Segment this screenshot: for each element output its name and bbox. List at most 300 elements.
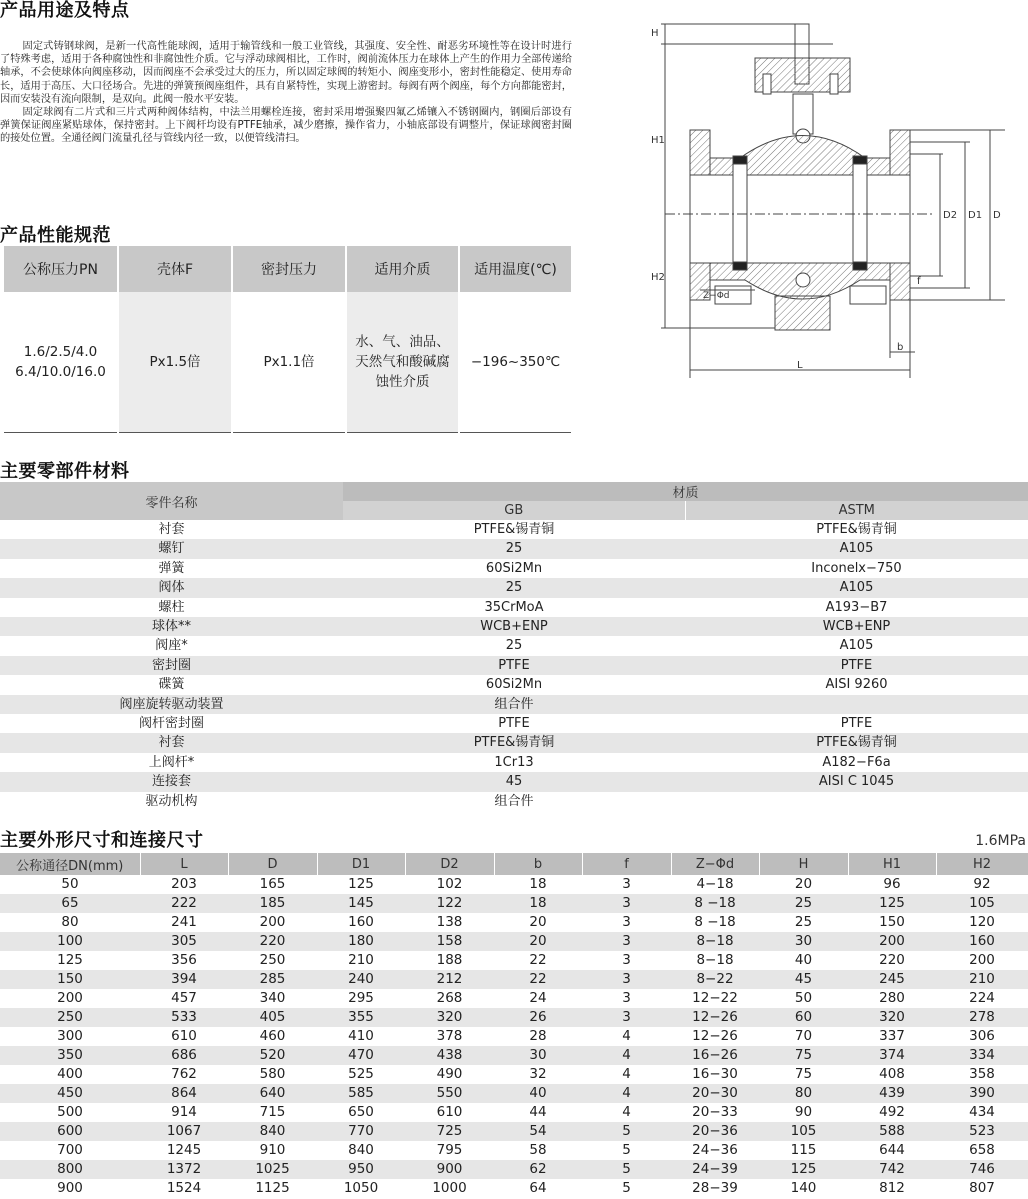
dims-cell: 4 <box>622 1028 631 1044</box>
dims-header-cell: H2 <box>936 853 1028 875</box>
table-row <box>0 1084 1028 1103</box>
materials-cell-astm: Inconelx−750 <box>811 560 902 576</box>
table-row <box>0 1027 1028 1046</box>
dims-cell: 32 <box>529 1066 547 1082</box>
dims-cell: 770 <box>317 1122 405 1141</box>
dims-cell: 610 <box>171 1028 197 1044</box>
dims-cell: 4 <box>582 1084 671 1103</box>
spec-header-shell: 壳体F <box>118 246 232 292</box>
dims-cell: 160 <box>936 932 1028 951</box>
dims-cell: 700 <box>57 1142 83 1158</box>
dims-cell: 410 <box>348 1028 374 1044</box>
dims-cell: 50 <box>794 990 813 1006</box>
materials-cell-gb: 25 <box>343 539 685 558</box>
materials-cell-astm: WCB+ENP <box>685 617 1028 636</box>
spec-header-medium: 适用介质 <box>346 246 459 292</box>
dims-cell: 320 <box>405 1008 494 1027</box>
table-row <box>0 1065 1028 1084</box>
dims-cell: 1125 <box>255 1180 290 1196</box>
dims-cell: 500 <box>57 1104 83 1120</box>
pressure-unit: 1.6MPa <box>975 833 1026 849</box>
dims-cell: 212 <box>405 970 494 989</box>
table-row <box>0 753 1028 772</box>
features-paragraph-2: 固定球阀有二片式和三片式两种阀体结构，中法兰用螺栓连接，密封采用增强聚四氟乙烯镶入不锈钢圈内，钢圈后部设有弹簧保证阀座紧贴球体，保持密封。上下阀杆均设有PTFE轴承，减少磨擦，操作省力，小轴底部设有调整片，保证球阀密封圈的接处位置。全通径阀门流量孔径与管线内径一致，以便管线清扫。 <box>0 107 572 145</box>
dims-cell: 5 <box>582 1160 671 1179</box>
dims-cell: 807 <box>969 1180 995 1196</box>
dims-cell: 3 <box>622 876 631 892</box>
dims-cell: 438 <box>405 1046 494 1065</box>
dims-cell: 742 <box>848 1160 936 1179</box>
dims-cell: 20−30 <box>671 1084 759 1103</box>
spec-header-temperature: 适用温度(℃) <box>459 246 572 292</box>
materials-cell-name: 弹簧 <box>158 560 185 576</box>
materials-cell-name: 球体** <box>0 617 343 636</box>
dims-cell: 250 <box>0 1008 140 1027</box>
dims-cell: 1372 <box>140 1160 228 1179</box>
dims-cell: 22 <box>494 970 582 989</box>
table-row <box>0 792 1028 811</box>
dims-cell: 910 <box>259 1142 286 1158</box>
dims-cell: 25 <box>759 894 848 913</box>
dims-cell: 24−39 <box>671 1160 759 1179</box>
spec-pressure <box>4 292 118 433</box>
dims-cell: 8−18 <box>696 952 734 968</box>
materials-cell-astm: A193−B7 <box>825 599 888 615</box>
dims-cell: 390 <box>936 1084 1028 1103</box>
dims-header-cell: D <box>228 853 317 875</box>
dims-cell: 3 <box>582 932 671 951</box>
dims-cell: 3 <box>582 970 671 989</box>
spec-medium <box>346 292 459 433</box>
dims-cell: 28 <box>529 1028 547 1044</box>
dims-cell: 550 <box>405 1084 494 1103</box>
features-text <box>0 40 572 146</box>
dims-header-cell: f <box>582 853 671 875</box>
dims-cell: 16−30 <box>692 1066 738 1082</box>
dims-cell: 64 <box>529 1180 547 1196</box>
dims-cell: 1000 <box>432 1180 467 1196</box>
dims-cell: 20 <box>529 914 547 930</box>
dims-cell: 725 <box>405 1122 494 1141</box>
dims-cell: 158 <box>405 932 494 951</box>
dims-cell: 3 <box>622 914 631 930</box>
dims-cell: 408 <box>879 1066 905 1082</box>
materials-header-material: 材质 <box>343 482 1028 501</box>
spec-medium-3: 蚀性介质 <box>375 374 430 390</box>
dims-cell: 26 <box>494 1008 582 1027</box>
spec-header-seal: 密封压力 <box>232 246 346 292</box>
dims-cell: 306 <box>969 1028 995 1044</box>
dims-cell: 525 <box>348 1066 374 1082</box>
dims-cell: 20 <box>494 932 582 951</box>
table-row <box>0 578 1028 597</box>
dims-cell: 4−18 <box>696 876 734 892</box>
spec-table <box>4 246 573 433</box>
materials-cell-astm: PTFE <box>685 656 1028 675</box>
dims-cell: 840 <box>228 1122 317 1141</box>
valve-section-drawing <box>645 18 1015 380</box>
dims-cell: 378 <box>436 1028 463 1044</box>
materials-header-part: 零件名称 <box>0 482 343 520</box>
dims-cell: 900 <box>57 1180 83 1196</box>
dims-cell: 16−26 <box>671 1046 759 1065</box>
dims-cell: 90 <box>794 1104 813 1120</box>
dims-cell: 268 <box>436 990 463 1006</box>
dims-cell: 150 <box>0 970 140 989</box>
dims-cell: 120 <box>969 914 995 930</box>
dims-cell: 3 <box>622 990 631 1006</box>
table-row <box>0 539 1028 558</box>
dims-cell: 220 <box>879 952 905 968</box>
dims-cell: 160 <box>348 914 374 930</box>
materials-cell-gb: 60Si2Mn <box>485 560 543 576</box>
materials-cell-astm: A105 <box>685 578 1028 597</box>
materials-cell-astm: AISI 9260 <box>825 677 888 693</box>
dims-cell: 8 −18 <box>694 914 736 930</box>
materials-cell-name: 阀杆密封圈 <box>138 716 204 732</box>
dims-cell: 54 <box>494 1122 582 1141</box>
table-row <box>0 1160 1028 1179</box>
dims-cell: 12−26 <box>671 1008 759 1027</box>
dims-cell: 400 <box>57 1066 83 1082</box>
dims-cell: 1067 <box>140 1122 228 1141</box>
dims-cell: 125 <box>848 894 936 913</box>
dims-cell: 245 <box>848 970 936 989</box>
dims-cell: 100 <box>0 932 140 951</box>
dims-cell: 600 <box>0 1122 140 1141</box>
dims-cell: 210 <box>348 952 374 968</box>
table-row <box>0 714 1028 733</box>
dims-cell: 1050 <box>343 1180 379 1196</box>
materials-header-astm: ASTM <box>685 501 1028 520</box>
dims-cell: 8 −18 <box>671 894 759 913</box>
materials-cell-name: 阀体 <box>0 578 343 597</box>
dims-cell: 1245 <box>166 1142 202 1158</box>
dims-cell: 8−18 <box>671 932 759 951</box>
table-row <box>0 772 1028 791</box>
table-row <box>0 675 1028 694</box>
materials-cell-gb: 25 <box>505 638 523 654</box>
dims-cell: 200 <box>969 952 995 968</box>
table-row <box>0 520 1028 539</box>
dims-cell: 200 <box>848 932 936 951</box>
dims-cell: 340 <box>259 990 286 1006</box>
dims-cell: 12−26 <box>692 1028 738 1044</box>
table-row <box>0 559 1028 578</box>
spec-medium-2: 天然气和酸碱腐 <box>355 354 450 370</box>
spec-header-row <box>4 246 572 292</box>
dims-cell: 185 <box>228 894 317 913</box>
dims-header-cell: Z−Φd <box>671 853 759 875</box>
dims-header-cell: 公称通径DN(mm) <box>0 853 140 875</box>
dims-cell: 75 <box>794 1066 813 1082</box>
dims-cell: 610 <box>436 1104 463 1120</box>
label-b: b <box>897 342 904 353</box>
materials-cell-name: 阀座旋转驱动装置 <box>0 695 343 714</box>
dims-cell: 405 <box>228 1008 317 1027</box>
spec-pressure-1: 1.6/2.5/4.0 <box>23 344 98 360</box>
materials-cell-astm: A105 <box>839 638 874 654</box>
dims-cell: 50 <box>61 876 79 892</box>
dims-cell: 188 <box>436 952 463 968</box>
dims-cell: 900 <box>405 1160 494 1179</box>
materials-cell-astm: PTFE <box>840 716 873 732</box>
dims-cell: 250 <box>259 952 286 968</box>
table-row <box>0 598 1028 617</box>
label-h2: H2 <box>651 272 665 283</box>
dims-cell: 200 <box>57 990 83 1006</box>
dims-cell: 914 <box>171 1104 197 1120</box>
dims-cell: 492 <box>879 1104 905 1120</box>
dims-header-cell: H <box>759 853 848 875</box>
materials-cell-name: 阀座* <box>155 638 188 654</box>
dims-cell: 278 <box>936 1008 1028 1027</box>
dims-cell: 640 <box>228 1084 317 1103</box>
dims-cell: 800 <box>0 1160 140 1179</box>
dims-cell: 60 <box>759 1008 848 1027</box>
dims-cell: 92 <box>973 876 991 892</box>
dims-cell: 644 <box>879 1142 905 1158</box>
dims-cell: 30 <box>494 1046 582 1065</box>
materials-cell-name: 连接套 <box>0 772 343 791</box>
dims-cell: 222 <box>140 894 228 913</box>
dims-cell: 241 <box>171 914 197 930</box>
table-row <box>0 970 1028 989</box>
dims-cell: 240 <box>317 970 405 989</box>
spec-header-pressure: 公称压力PN <box>4 246 118 292</box>
table-row <box>0 1179 1028 1198</box>
dims-cell: 5 <box>622 1142 631 1158</box>
dims-cell: 580 <box>259 1066 286 1082</box>
label-d2: D2 <box>943 210 958 221</box>
dims-title: 主要外形尺寸和连接尺寸 <box>0 830 204 851</box>
dims-cell: 145 <box>317 894 405 913</box>
dims-cell: 285 <box>228 970 317 989</box>
dims-cell: 355 <box>317 1008 405 1027</box>
dims-cell: 180 <box>317 932 405 951</box>
dims-cell: 533 <box>140 1008 228 1027</box>
dims-cell: 686 <box>140 1046 228 1065</box>
dims-cell: 102 <box>436 876 463 892</box>
dims-cell: 8−22 <box>671 970 759 989</box>
materials-cell-name: 上阀杆* <box>148 754 195 770</box>
table-row <box>0 1122 1028 1141</box>
dims-cell: 746 <box>936 1160 1028 1179</box>
dims-cell: 40 <box>794 952 813 968</box>
dims-cell: 105 <box>936 894 1028 913</box>
dims-cell: 138 <box>436 914 463 930</box>
features-paragraph-1: 固定式铸钢球阀，是新一代高性能球阀，适用于输管线和一般工业管线，其强度、安全性、耐恶劣环境性等在设计时进行了特殊考虑，适用于各种腐蚀性和非腐蚀性介质。它与浮动球阀相比，工作时，阀前流体压力在球体上产生的作用力全部传递给轴承，不会使球体向阀座移动，因而阀座不会承受过大的压力，所以固定球阀的转矩小、阀座变形小，密封性能稳定、使用寿命长，适用于高压、大口径场合。先进的弹簧预阀座组件，具有自紧特性，实现上游密封。每阀有两个阀座，每个方向都能密封，因而安装没有流向限制，是双向。此阀一般水平安装。 <box>0 41 572 105</box>
materials-table <box>0 482 1028 811</box>
dims-header-cell: D1 <box>317 853 405 875</box>
materials-cell-astm <box>685 792 1028 811</box>
dims-cell: 1524 <box>166 1180 202 1196</box>
materials-cell-gb: PTFE <box>498 716 530 732</box>
materials-cell-name: 驱动机构 <box>145 793 198 809</box>
dims-cell: 350 <box>0 1046 140 1065</box>
dims-cell: 12−22 <box>692 990 738 1006</box>
table-row <box>0 875 1028 894</box>
dims-cell: 356 <box>171 952 197 968</box>
spec-value-row <box>4 292 572 433</box>
spec-pressure-2: 6.4/10.0/16.0 <box>15 364 106 380</box>
dims-cell: 864 <box>140 1084 228 1103</box>
dims-header-cell: H1 <box>848 853 936 875</box>
dims-cell: 62 <box>494 1160 582 1179</box>
materials-cell-name: 衬套 <box>0 733 343 752</box>
dims-cell: 20 <box>794 876 813 892</box>
spec-title: 产品性能规范 <box>0 225 111 246</box>
dims-cell: 30 <box>759 932 848 951</box>
materials-cell-astm: A105 <box>685 539 1028 558</box>
dims-cell: 220 <box>228 932 317 951</box>
features-title: 产品用途及特点 <box>0 0 130 21</box>
dims-header-cell: b <box>494 853 582 875</box>
materials-cell-gb: 35CrMoA <box>484 599 544 615</box>
table-row <box>0 1046 1028 1065</box>
table-row <box>0 617 1028 636</box>
materials-cell-gb: 组合件 <box>343 695 685 714</box>
dims-cell: 22 <box>529 952 547 968</box>
table-row <box>0 636 1028 655</box>
spec-temperature: −196~350℃ <box>459 292 572 433</box>
materials-cell-name: 碟簧 <box>158 677 185 693</box>
materials-cell-name: 螺柱 <box>158 599 185 615</box>
dims-cell: 3 <box>582 894 671 913</box>
dims-cell: 45 <box>759 970 848 989</box>
dims-cell: 25 <box>794 914 813 930</box>
dims-cell: 295 <box>348 990 374 1006</box>
dims-header-cell: L <box>140 853 228 875</box>
table-row <box>0 733 1028 752</box>
label-h1: H1 <box>651 135 665 146</box>
dims-cell: 125 <box>759 1160 848 1179</box>
dims-cell: 20−33 <box>692 1104 738 1120</box>
dims-cell: 460 <box>259 1028 286 1044</box>
dims-cell: 115 <box>790 1142 817 1158</box>
dims-cell: 334 <box>936 1046 1028 1065</box>
materials-cell-gb: 60Si2Mn <box>485 677 543 693</box>
dims-cell: 3 <box>622 952 631 968</box>
label-f: f <box>917 276 921 287</box>
materials-cell-astm <box>685 695 1028 714</box>
dims-cell: 3 <box>582 1008 671 1027</box>
dims-cell: 20−36 <box>671 1122 759 1141</box>
dims-cell: 588 <box>848 1122 936 1141</box>
dims-cell: 203 <box>171 876 197 892</box>
spec-seal: Px1.1倍 <box>232 292 346 433</box>
dims-cell: 457 <box>171 990 197 1006</box>
dims-cell: 337 <box>879 1028 905 1044</box>
dims-cell: 125 <box>348 876 374 892</box>
materials-cell-astm: AISI C 1045 <box>685 772 1028 791</box>
materials-cell-gb: 1Cr13 <box>494 754 534 770</box>
materials-cell-astm: PTFE&锡青铜 <box>685 733 1028 752</box>
dims-cell: 165 <box>259 876 286 892</box>
dims-cell: 80 <box>759 1084 848 1103</box>
dims-cell: 434 <box>969 1104 995 1120</box>
dims-cell: 650 <box>348 1104 374 1120</box>
table-row <box>0 1008 1028 1027</box>
dims-cell: 4 <box>582 1046 671 1065</box>
materials-cell-gb: 组合件 <box>494 793 534 809</box>
dims-cell: 280 <box>879 990 905 1006</box>
dims-cell: 450 <box>0 1084 140 1103</box>
dims-cell: 490 <box>436 1066 463 1082</box>
dims-cell: 18 <box>529 876 547 892</box>
dims-cell: 24 <box>529 990 547 1006</box>
dims-cell: 96 <box>883 876 901 892</box>
dims-cell: 4 <box>622 1104 631 1120</box>
table-row <box>0 1103 1028 1122</box>
materials-cell-astm: PTFE&锡青铜 <box>816 522 897 537</box>
materials-cell-name: 衬套 <box>158 522 185 537</box>
materials-cell-gb: PTFE&锡青铜 <box>473 522 555 537</box>
dims-cell: 75 <box>759 1046 848 1065</box>
materials-header-gb: GB <box>343 501 685 520</box>
dims-cell: 44 <box>529 1104 547 1120</box>
table-row <box>0 932 1028 951</box>
dims-cell: 150 <box>879 914 905 930</box>
table-row <box>0 989 1028 1008</box>
dimensions-table <box>0 853 1028 1198</box>
dims-cell: 394 <box>140 970 228 989</box>
dims-cell: 439 <box>848 1084 936 1103</box>
dims-cell: 4 <box>622 1066 631 1082</box>
label-l: L <box>797 360 803 371</box>
materials-cell-gb: WCB+ENP <box>343 617 685 636</box>
spec-shell: Px1.5倍 <box>118 292 232 433</box>
dims-cell: 125 <box>57 952 83 968</box>
table-row <box>0 913 1028 932</box>
label-d1: D1 <box>968 210 983 221</box>
dims-cell: 520 <box>228 1046 317 1065</box>
dims-cell: 523 <box>936 1122 1028 1141</box>
dims-header-cell: D2 <box>405 853 494 875</box>
spec-medium-1: 水、气、油品、 <box>355 334 450 350</box>
dims-cell: 58 <box>529 1142 547 1158</box>
table-row <box>0 656 1028 675</box>
table-row <box>0 695 1028 714</box>
dims-cell: 762 <box>171 1066 197 1082</box>
dims-cell: 224 <box>969 990 995 1006</box>
dims-cell: 320 <box>848 1008 936 1027</box>
dims-cell: 300 <box>57 1028 83 1044</box>
dims-cell: 24−36 <box>692 1142 738 1158</box>
materials-cell-name: 密封圈 <box>0 656 343 675</box>
materials-cell-gb: 25 <box>343 578 685 597</box>
dims-cell: 28−39 <box>692 1180 738 1196</box>
label-zphd: Z−Φd <box>703 291 730 301</box>
dims-cell: 715 <box>259 1104 286 1120</box>
dims-cell: 18 <box>494 894 582 913</box>
dims-cell: 795 <box>436 1142 463 1158</box>
dims-cell: 210 <box>936 970 1028 989</box>
materials-cell-gb: 45 <box>343 772 685 791</box>
dims-cell: 1025 <box>228 1160 317 1179</box>
dims-cell: 470 <box>317 1046 405 1065</box>
dims-cell: 105 <box>759 1122 848 1141</box>
materials-title: 主要零部件材料 <box>0 461 130 482</box>
dims-cell: 5 <box>582 1122 671 1141</box>
materials-cell-gb: PTFE <box>343 656 685 675</box>
dims-cell: 65 <box>0 894 140 913</box>
dims-cell: 70 <box>794 1028 813 1044</box>
materials-cell-name: 螺钉 <box>0 539 343 558</box>
dims-cell: 80 <box>61 914 79 930</box>
dims-cell: 305 <box>140 932 228 951</box>
table-row <box>0 894 1028 913</box>
